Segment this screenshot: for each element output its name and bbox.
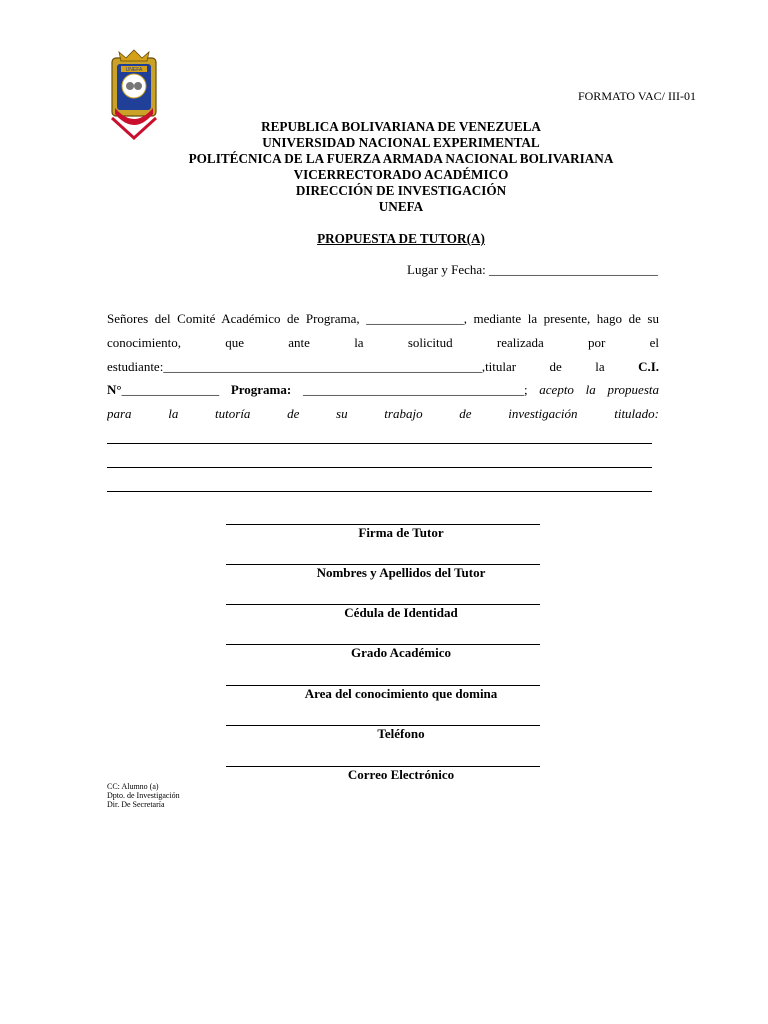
signature-label: Area del conocimiento que domina xyxy=(304,686,498,701)
signature-label: Grado Académico xyxy=(350,645,451,660)
body-line: conocimiento, que ante la solicitud realizada por el xyxy=(107,334,659,350)
document-title: PROPUESTA DE TUTOR(A) xyxy=(317,231,485,246)
body-line: Señores del Comité Académico de Programa, _______________, mediante la presente, hago de su xyxy=(107,311,659,326)
signature-label: Cédula de Identidad xyxy=(344,605,458,620)
header-line: DIRECCIÓN DE INVESTIGACIÓN xyxy=(295,183,507,198)
title-blank-line xyxy=(107,467,652,468)
body-paragraph xyxy=(107,307,659,426)
signature-label: Correo Electrónico xyxy=(347,767,455,782)
form-code: FORMATO VAC/ III-01 xyxy=(577,89,696,103)
header-line: UNIVERSIDAD NACIONAL EXPERIMENTAL xyxy=(262,135,540,150)
header-line: POLITÉCNICA DE LA FUERZA ARMADA NACIONAL BOLIVARIANA xyxy=(188,151,614,166)
signature-label: Nombres y Apellidos del Tutor xyxy=(316,565,486,580)
cc-item: Dir. De Secretaría xyxy=(107,800,165,809)
body-line: N°_______________ Programa: __________________________________; acepto la propuesta xyxy=(107,382,659,398)
header-line: UNEFA xyxy=(378,199,424,214)
header-line: REPUBLICA BOLIVARIANA DE VENEZUELA xyxy=(261,119,541,134)
title-blank-line xyxy=(107,491,652,492)
signature-label: Firma de Tutor xyxy=(358,525,444,540)
place-date-field: Lugar y Fecha: __________________________ xyxy=(407,262,658,277)
institution-header xyxy=(80,119,722,215)
signature-label: Teléfono xyxy=(377,726,425,741)
carbon-copy-list xyxy=(107,782,180,809)
body-line: estudiante:_________________________________________________,titular de la C.I. xyxy=(107,358,659,374)
header-line: VICERRECTORADO ACADÉMICO xyxy=(293,167,509,182)
logo-text: UNEFA xyxy=(125,67,143,73)
body-line: para la tutoría de su trabajo de investigación titulado: xyxy=(107,406,659,422)
cc-item: Dpto. de Investigación xyxy=(107,791,180,800)
cc-item: CC: Alumno (a) xyxy=(107,782,159,791)
title-blank-line xyxy=(107,443,652,444)
